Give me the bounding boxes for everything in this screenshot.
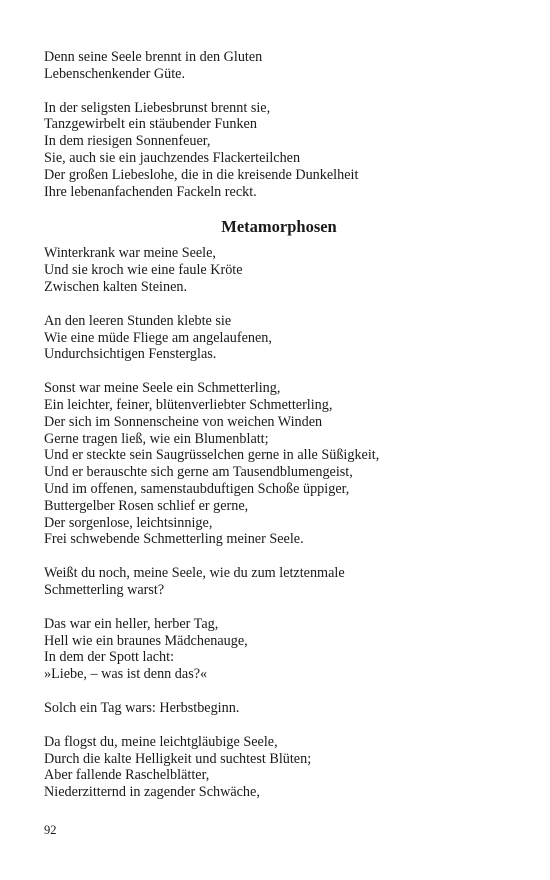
poem-line: Frei schwebende Schmetterling meiner Seele. bbox=[44, 531, 304, 548]
poem-line: Ihre lebenanfachenden Fackeln reckt. bbox=[44, 183, 257, 200]
poem-line: Ein leichter, feiner, blütenverliebter Schmetterling, bbox=[44, 396, 333, 413]
poem-line: In dem riesigen Sonnenfeuer, bbox=[44, 133, 211, 150]
poem-line: Niederzitternd in zagender Schwäche, bbox=[44, 784, 260, 801]
poem-title: Metamorphosen bbox=[221, 217, 337, 237]
poem-line: Buttergelber Rosen schlief er gerne, bbox=[44, 497, 249, 514]
stanza bbox=[44, 313, 514, 363]
poem-line: Lebenschenkender Güte. bbox=[44, 65, 186, 82]
stanza bbox=[44, 380, 514, 548]
poem-line: Tanzgewirbelt ein stäubender Funken bbox=[44, 116, 257, 133]
poem-line: In dem der Spott lacht: bbox=[44, 649, 175, 666]
poem-line: Hell wie ein braunes Mädchenauge, bbox=[44, 632, 248, 649]
poem-line: Sie, auch sie ein jauchzendes Flackerteilchen bbox=[44, 149, 301, 166]
stanza bbox=[44, 700, 514, 717]
poem-line: Da flogst du, meine leichtgläubige Seele, bbox=[44, 733, 278, 750]
poem-line: Und sie kroch wie eine faule Kröte bbox=[44, 262, 243, 279]
poem-line: Weißt du noch, meine Seele, wie du zum letztenmale bbox=[44, 565, 345, 582]
poem-line: Und er steckte sein Saugrüsselchen gerne in alle Süßigkeit, bbox=[44, 447, 380, 464]
stanza bbox=[44, 49, 514, 83]
poem-line: Der sorgenlose, leichtsinnige, bbox=[44, 514, 213, 531]
stanza bbox=[44, 616, 514, 683]
poem-line: Sonst war meine Seele ein Schmetterling, bbox=[44, 380, 281, 397]
poem-line: Zwischen kalten Steinen. bbox=[44, 278, 188, 295]
poem-line: Der sich im Sonnenscheine von weichen Winden bbox=[44, 413, 323, 430]
stanza bbox=[44, 100, 514, 201]
poem-line: Solch ein Tag wars: Herbstbeginn. bbox=[44, 699, 240, 716]
poem-line: Der großen Liebeslohe, die in die kreisende Dunkelheit bbox=[44, 166, 359, 183]
poem-line: Und er berauschte sich gerne am Tausendblumengeist, bbox=[44, 464, 353, 481]
stanza bbox=[44, 245, 514, 295]
poem-line: Das war ein heller, herber Tag, bbox=[44, 615, 219, 632]
poem-line: In der seligsten Liebesbrunst brennt sie, bbox=[44, 99, 271, 116]
stanza bbox=[44, 734, 514, 801]
page-number: 92 bbox=[44, 823, 57, 837]
poem-line: An den leeren Stunden klebte sie bbox=[44, 312, 232, 329]
poem-line: Gerne tragen ließ, wie ein Blumenblatt; bbox=[44, 430, 269, 447]
poem-page bbox=[44, 49, 514, 818]
poem-line: Wie eine müde Fliege am angelaufenen, bbox=[44, 329, 272, 346]
poem-line: Und im offenen, samenstaubduftigen Schoße üppiger, bbox=[44, 480, 350, 497]
poem-line: Winterkrank war meine Seele, bbox=[44, 245, 216, 262]
poem-line: Denn seine Seele brennt in den Gluten bbox=[44, 49, 263, 65]
poem-line: Aber fallende Raschelblätter, bbox=[44, 767, 210, 784]
poem-line: Schmetterling warst? bbox=[44, 581, 165, 598]
poem-line: Durch die kalte Helligkeit und suchtest Blüten; bbox=[44, 750, 312, 767]
stanza bbox=[44, 565, 514, 599]
poem-line: »Liebe, – was ist denn das?« bbox=[44, 666, 208, 683]
poem-line: Undurchsichtigen Fensterglas. bbox=[44, 346, 217, 363]
